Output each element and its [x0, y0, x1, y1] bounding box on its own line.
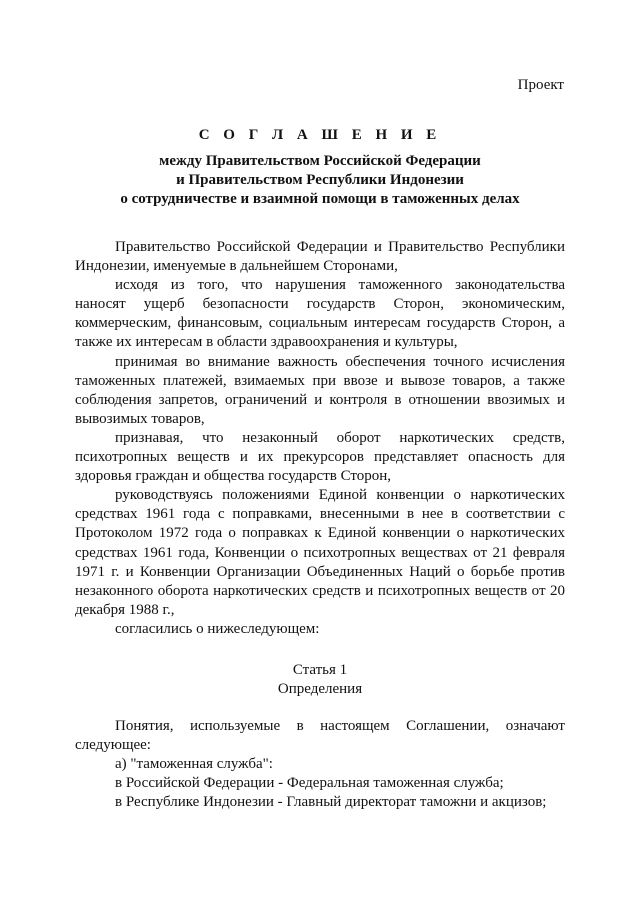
article-heading — [0, 661, 640, 699]
article-paragraph: Понятия, используемые в настоящем Соглашении, означают следующее: — [75, 718, 565, 754]
subtitle-line: о сотрудничестве и взаимной помощи в таможенных делах — [120, 191, 520, 207]
preamble-paragraph: принимая во внимание важность обеспечения точного исчисления таможенных платежей, взимаемых при ввозе и вывозе товаров, а также соблюдения запретов, ограничений и контроля в отношении ввозимых и вывозимых товаров, — [75, 353, 565, 427]
article-paragraph: а) "таможенная служба": — [115, 756, 273, 773]
article-body — [75, 717, 565, 812]
document-title: С О Г Л А Ш Е Н И Е — [198, 127, 442, 143]
preamble — [75, 238, 565, 639]
preamble-paragraph: исходя из того, что нарушения таможенного законодательства наносят ущерб безопасности государств Сторон, экономическим, коммерческим, финансовым, социальным интересам государств Сторон, а также их интересам в области здравоохранения и культуры, — [75, 277, 565, 351]
preamble-paragraph: признавая, что незаконный оборот наркотических средств, психотропных веществ и их прекурсоров представляет опасность для здоровья граждан и общества государств Сторон, — [75, 429, 565, 485]
subtitle-line: и Правительством Республики Индонезии — [176, 172, 464, 188]
subtitle-line: между Правительством Российской Федерации — [159, 153, 481, 169]
article-paragraph: в Российской Федерации - Федеральная таможенная служба; — [115, 775, 504, 792]
preamble-paragraph: Правительство Российской Федерации и Правительство Республики Индонезии, именуемые в дальнейшем Сторонами, — [75, 239, 565, 275]
preamble-paragraph: руководствуясь положениями Единой конвенции о наркотических средствах 1961 года с поправками, внесенными в нее в соответствии с Протоколом 1972 года о поправках к Единой конвенции о наркотических средствах 1961 года, Конвенции о психотропных веществах от 21 февраля 1971 г. и Конвенции Организации Объединенных Наций о борьбе против незаконного оборота наркотических средств и психотропных веществ от 20 декабря 1988 г., — [75, 487, 565, 618]
document-subtitle — [0, 152, 640, 209]
article-paragraph: в Республике Индонезии - Главный директорат таможни и акцизов; — [115, 794, 547, 811]
article-title: Определения — [277, 681, 363, 697]
preamble-paragraph: согласились о нижеследующем: — [115, 620, 320, 637]
article-number: Статья 1 — [292, 662, 348, 678]
draft-label: Проект — [517, 77, 564, 93]
